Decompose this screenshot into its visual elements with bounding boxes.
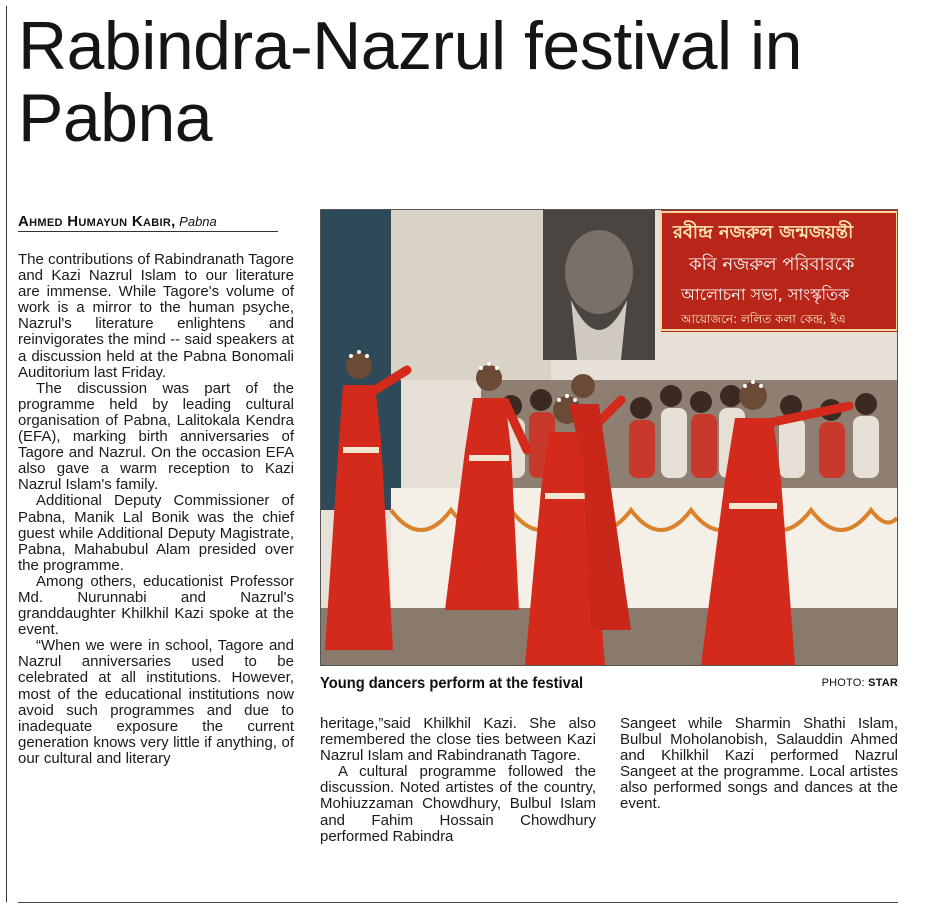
banner-line-3: আলোচনা সভা, সাংস্কৃতিক [681,285,850,304]
byline-place: Pabna [179,214,217,229]
photo-credit-source: STAR [868,677,898,689]
dancers-photo-illustration [321,210,897,665]
paragraph: The discussion was part of the programme held by leading cultural organisation of Pabna, Lalitokala Kendra (EFA), marking birth anniversaries of Tagore and Nazrul. On the occasion EFA also gave a warm reception to Kazi Nazrul Islam's family. [18,379,294,494]
paragraph: Additional Deputy Commissioner of Pabna, Manik Lal Bonik was the chief guest while Additional Deputy Magistrate, Pabna, Mahabubul Alam presided over the programme. [18,492,294,574]
photo-caption: Young dancers perform at the festival [320,675,584,692]
news-photo [320,209,898,666]
paragraph: heritage,”said Khilkhil Kazi. She also remembered the close ties between Kazi Nazrul Islam and Rabindranath Tagore. [320,715,596,765]
paragraph: “When we were in school, Tagore and Nazrul anniversaries used to be celebrated at all institutions. However, most of the educational institutions now avoid such programmes and due to inadequate exposure the current generation knows very little if anything, of our cultural and literary [18,637,294,767]
paragraph: Sangeet while Sharmin Shathi Islam, Bulbul Moholanobish, Salauddin Ahmed and Khilkhil Kazi performed Nazrul Sangeet at the programme. Local artistes also performed songs and dances at the event. [620,715,898,813]
paragraph: Among others, educationist Professor Md. Nurunnabi and Nazrul's granddaughter Khilkhil Kazi spoke at the event. [18,572,294,639]
paragraph: A cultural programme followed the discussion. Noted artistes of the country, Mohiuzzaman Chowdhury, Bulbul Islam and Fahim Hossain Chowdhury performed Rabindra [320,763,596,845]
photo-credit-prefix: PHOTO: [821,677,865,689]
banner-line-1: রবীন্দ্র নজরুল জন্মজয়ন্তী [673,222,854,243]
article-column-3 [620,716,898,813]
headline-line-2: Pabna [18,80,213,156]
photo-credit [780,676,898,690]
headline-line-1: Rabindra-Nazrul festival in [18,8,802,84]
left-column-rule [6,6,7,902]
article-column-1 [18,252,294,767]
byline [18,214,278,232]
banner-line-4: আয়োজনে: ললিত কলা কেন্দ্র, ইএ [681,312,846,326]
paragraph: The contributions of Rabindranath Tagore and Kazi Nazrul Islam to our literature are immense. While Tagore's volume of work is a mirror to the human psyche, Nazrul's literature enlightens and reinvigorates the mind -- said speakers at a discussion held at the Pabna Bonomali Auditorium last Friday. [18,251,294,381]
headline [18,10,908,154]
article-column-2 [320,716,596,845]
banner-line-2: কবি নজরুল পরিবারকে [689,254,855,275]
bottom-rule [18,902,898,903]
byline-author: Ahmed Humayun Kabir, [18,213,176,230]
